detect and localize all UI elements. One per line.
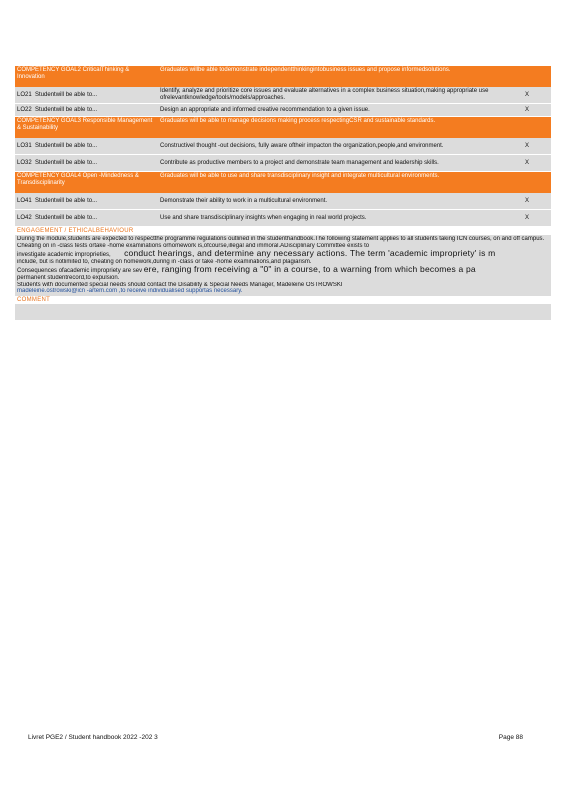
outcome-mark: X xyxy=(525,142,530,149)
engagement-line: Students with documented special needs should contact the Disability & Special Needs Manager, Madeleine OSTROWSKI xyxy=(17,281,343,288)
engagement-line-large: ere, ranging from receiving a "0" in a course, to a warning from which becomes a pa xyxy=(143,265,476,275)
competency-goal-description: Graduates will be able to use and share transdisciplinary insight and integrate multicultural environments. xyxy=(160,173,440,179)
outcome-code: LO42 xyxy=(17,214,32,221)
comment-box xyxy=(15,304,551,320)
footer-handbook-label: Livret PGE2 / Student handbook 2022 -202 3 xyxy=(28,734,158,741)
outcome-description: Use and share transdisciplinary insights when engaging in real world projects. xyxy=(160,214,367,221)
engagement-line: investigate academic improprieties, xyxy=(17,252,111,259)
outcome-code: LO41 xyxy=(17,197,32,204)
competency-goal-label: COMPETENCY GOAL3 Responsible Management & Sustainability xyxy=(17,118,153,131)
engagement-line: Consequences ofacademic impropriety are sev xyxy=(17,268,143,275)
competency-goal-description: Graduates will be able to manage decisions making process respectingCSR and sustainable standards. xyxy=(160,118,436,124)
competency-goal-description: Graduates willbe able todemonstrate independentthinkingintobusiness issues and propose informedsolutions. xyxy=(160,67,451,73)
learning-outcome-row xyxy=(15,193,551,210)
learning-outcomes-table xyxy=(15,66,551,320)
engagement-line: During the module,students are expected to respectthe programme regulations outlined in the studenthandbook.The following statement applies to all students taking ICN courses, on and off campus. xyxy=(17,236,545,242)
outcome-text: Studentwill be able to... xyxy=(35,91,98,98)
outcome-code: LO31 xyxy=(17,142,32,149)
outcome-description: Contribute as productive members to a project and demonstrate team management and leadership skills. xyxy=(160,159,439,166)
learning-outcome-row xyxy=(15,87,551,104)
outcome-text: Studentwill be able to... xyxy=(35,214,98,221)
outcome-mark: X xyxy=(525,159,530,166)
page-number: Page 88 xyxy=(498,734,523,741)
engagement-line-large: conduct hearings, and determine any necessary actions. The term 'academic impropriety' is m xyxy=(124,249,496,259)
engagement-line: Cheating on in -class tests ortake -home examinations orhomework is,ofcourse,illegal and immoral.ADisciplinary Committee exists to xyxy=(17,242,370,249)
competency-goal-label: COMPETENCY GOAL2 CriticalThinking & Innovation xyxy=(17,67,130,80)
learning-outcome-row xyxy=(15,104,551,117)
competency-goal-row xyxy=(15,172,551,193)
outcome-text: Studentwill be able to... xyxy=(35,159,98,166)
learning-outcome-row xyxy=(15,138,551,155)
competency-goal-row xyxy=(15,66,551,87)
learning-outcome-row xyxy=(15,155,551,172)
outcome-description: Design an appropriate and informed creative recommendation to a given issue. xyxy=(160,106,370,113)
outcome-mark: X xyxy=(525,91,530,98)
outcome-code: LO22 xyxy=(17,106,32,113)
engagement-text xyxy=(15,235,551,296)
outcome-code: LO32 xyxy=(17,159,32,166)
outcome-code: LO21 xyxy=(17,91,32,98)
outcome-description: Identify, analyze and prioritize core issues and evaluate alternatives in a complex business situation,making appropriate use ofrelevantknowledge/tools/models/approaches. xyxy=(160,88,489,101)
engagement-line: include, but is notlimited to, cheating on homework,during in -class or take -home examinations,and plagiarism. xyxy=(17,258,312,265)
outcome-text: Studentwill be able to... xyxy=(35,106,98,113)
contact-email-line[interactable]: madeleine.ostrowski@icn -artem.com ,to receive individualised supportas necessary. xyxy=(17,288,243,295)
outcome-description: Constructivel thought -out decisions, fully aware oftheir impacton the organization,people,and environment. xyxy=(160,142,444,149)
outcome-mark: X xyxy=(525,214,530,221)
learning-outcome-row xyxy=(15,210,551,227)
outcome-text: Studentwill be able to... xyxy=(35,142,98,149)
engagement-title: ENGAGEMENT / ETHICALBEHAVIOUR xyxy=(17,228,134,234)
outcome-mark: X xyxy=(525,197,530,204)
competency-goal-row xyxy=(15,117,551,138)
engagement-line: permanent studentrecord,to expulsion. xyxy=(17,274,120,281)
outcome-mark: X xyxy=(525,106,530,113)
outcome-text: Studentwill be able to... xyxy=(35,197,98,204)
outcome-description: Demonstrate their ability to work in a multicultural environment. xyxy=(160,197,328,204)
competency-goal-label: COMPETENCY GOAL4 Open -Mindedness & Transdisciplinarity xyxy=(17,173,139,186)
comment-title: COMMENT xyxy=(17,296,51,303)
page-footer xyxy=(28,734,523,741)
